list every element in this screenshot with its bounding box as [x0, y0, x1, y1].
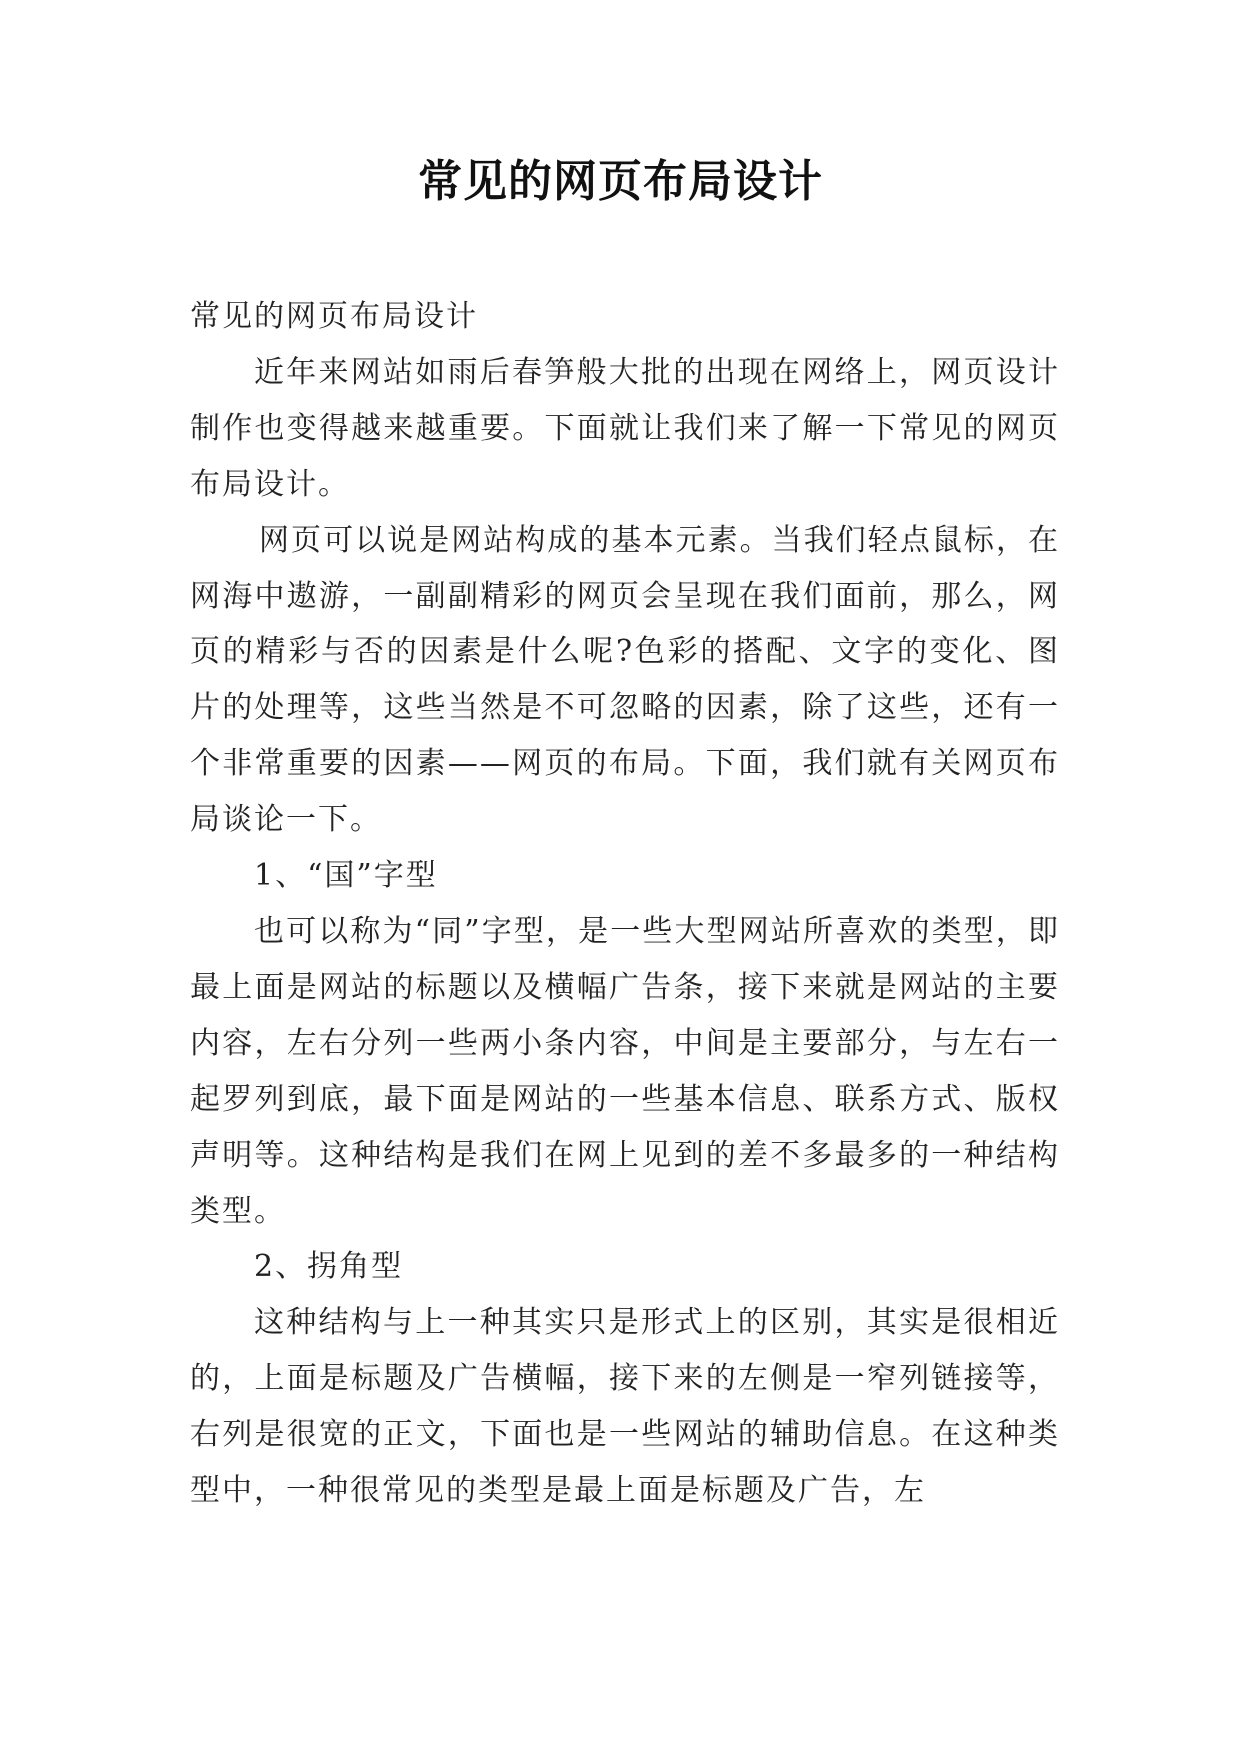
paragraph-guo-layout: 也可以称为“同”字型，是一些大型网站所喜欢的类型，即最上面是网站的标题以及横幅广告条，接下来就是网站的主要内容，左右分列一些两小条内容，中间是主要部分，与左右一起罗列到底，最下面是网站的一些基本信息、联系方式、版权声明等。这种结构是我们在网上见到的差不多最多的一种结构类型。 — [190, 913, 1060, 1229]
document-body — [190, 289, 1060, 1519]
paragraph-intro: 近年来网站如雨后春笋般大批的出现在网络上，网页设计制作也变得越来越重要。下面就让我们来了解一下常见的网页布局设计。 — [190, 354, 1060, 502]
section-heading-corner: 2、拐角型 — [254, 1249, 404, 1285]
paragraph-corner-layout: 这种结构与上一种其实只是形式上的区别，其实是很相近的，上面是标题及广告横幅，接下来的左侧是一窄列链接等，右列是很宽的正文，下面也是一些网站的辅助信息。在这种类型中，一种很常见的类型是最上面是标题及广告，左 — [190, 1305, 1060, 1509]
body-subtitle: 常见的网页布局设计 — [190, 299, 478, 334]
paragraph-elements: 网页可以说是网站构成的基本元素。当我们轻点鼠标，在网海中遨游，一副副精彩的网页会呈现在我们面前，那么，网页的精彩与否的因素是什么呢?色彩的搭配、文字的变化、图片的处理等，这些当然是不可忽略的因素，除了这些，还有一个非常重要的因素——网页的布局。下面，我们就有关网页布局谈论一下。 — [190, 522, 1060, 838]
section-heading-guo: 1、“国”字型 — [254, 858, 438, 894]
document-title: 常见的网页布局设计 — [418, 156, 823, 207]
